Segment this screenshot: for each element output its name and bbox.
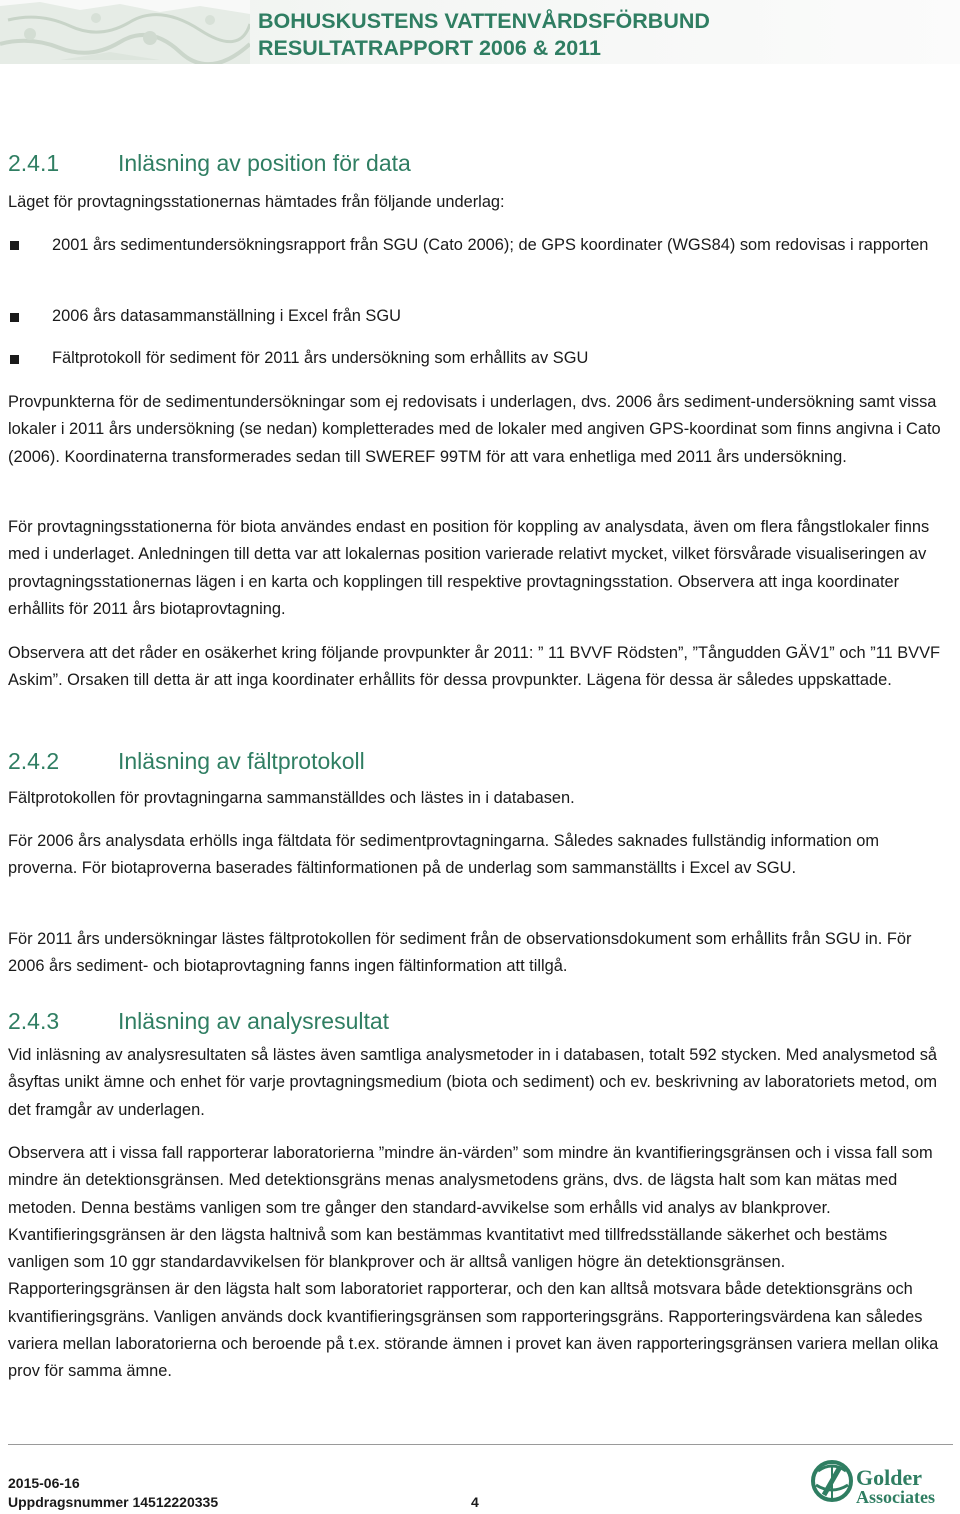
section-title: Inläsning av position för data	[118, 150, 411, 176]
list-item: 2006 års datasammanställning i Excel från SGU	[52, 307, 401, 325]
header-title	[258, 8, 958, 62]
paragraph: För 2006 års analysdata erhölls inga fältdata för sedimentprovtagningarna. Således saknades fullständig information om proverna. För biotaproverna baserades fältinformationen på de underlag som sammanställts i Excel av SGU.	[8, 832, 880, 878]
logo-word-associates: Associates	[856, 1487, 935, 1507]
section-title: Inläsning av fältprotokoll	[118, 748, 365, 774]
logo-word-golder: Golder	[856, 1465, 922, 1490]
report-name: RESULTATRAPPORT 2006 & 2011	[258, 36, 601, 60]
footer-date: 2015-06-16	[8, 1475, 80, 1491]
golder-logo	[810, 1455, 950, 1511]
paragraph: För provtagningsstationerna för biota användes endast en position för koppling av analysdata, även om flera fångstlokaler finns med i underlaget. Anledningen till detta var att lokalernas position varierade relativt mycket, vilket försvårade visualiseringen av provtagningsstationernas lägen i en karta och kopplingen till respektive provtagningsstation. Observera att inga koordinater erhållits för 2011 års biotaprovtagning.	[8, 518, 930, 618]
bullet-square-icon	[10, 241, 19, 250]
list-item: 2001 års sedimentundersökningsrapport från SGU (Cato 2006); de GPS koordinater (WGS84) som redovisas i rapporten	[52, 236, 929, 254]
bullet-square-icon	[10, 313, 19, 322]
paragraph: Observera att i vissa fall rapporterar laboratorierna ”mindre än-värden” som mindre än kvantifieringsgränsen och i vissa fall som mindre än detektionsgränsen. Med detektionsgräns menas analysmetodens gräns, dvs. de lägsta halt som kan mätas med metoden. Denna bestäms vanligen som tre gånger den standard-avvikelse som erhålls vid analys av blankprover. Kvantifieringsgränsen är den lägsta haltnivå som kan bestämmas kvantitativt med tillfredsställande säkerhet och bestäms vanligen som 10 ggr standardavvikelsen för blankprover och är alltså vanligen högre än detektionsgränsen. Rapporteringsgränsen är den lägsta halt som laboratoriet rapporterar, och den kan alltså motsvara både detektionsgräns och kvantifieringsgräns. Vanligen används dock kvantifieringsgränsen som rapporteringsgräns. Rapporteringsvärdena kan således variera mellan laboratorierna och beroende på t.ex. störande ämnen i provet kan även rapporteringsgränsen variera mellan olika prov för samma ämne.	[8, 1144, 939, 1381]
footer-divider	[8, 1444, 953, 1445]
header-banner	[0, 0, 960, 64]
intro-paragraph: Läget för provtagningsstationernas hämtades från följande underlag:	[8, 193, 505, 211]
section-number: 2.4.3	[8, 1008, 60, 1034]
section-heading-2-4-3	[8, 1007, 389, 1035]
section-heading-2-4-1	[8, 149, 411, 177]
bullet-square-icon	[10, 355, 19, 364]
golder-globe-logo-icon	[810, 1455, 854, 1509]
footer-order-number: Uppdragsnummer 14512220335	[8, 1494, 219, 1510]
list-item: Fältprotokoll för sediment för 2011 års undersökning som erhållits av SGU	[52, 349, 589, 367]
section-number: 2.4.2	[8, 748, 60, 774]
coastline-map-icon	[0, 0, 250, 64]
paragraph: Fältprotokollen för provtagningarna sammanställdes och lästes in i databasen.	[8, 789, 575, 807]
section-title: Inläsning av analysresultat	[118, 1008, 390, 1034]
paragraph: Vid inläsning av analysresultaten så lästes även samtliga analysmetoder in i databasen, totalt 592 stycken. Med analysmetod så åsyftas unikt ämne och enhet för varje provtagningsmedium (biota och sediment) och ev. beskrivning av laboratoriets metod, om det framgår av underlagen.	[8, 1046, 938, 1119]
paragraph: Observera att det råder en osäkerhet kring följande provpunkter år 2011: ” 11 BVVF Rödsten”, ”Tångudden GÄV1” och ”11 BVVF Askim”. Orsaken till detta är att inga koordinater erhållits för dessa provpunkter. Lägena för dessa är således uppskattade.	[8, 644, 941, 690]
paragraph: Provpunkterna för de sedimentundersökningar som ej redovisats i underlagen, dvs. 2006 års sediment-undersökning samt vissa lokaler i 2011 års undersökning (se nedan) kompletterades med de lokaler med angiven GPS-koordinat som finns angivna i Cato (2006). Koordinaterna transformerades sedan till SWEREF 99TM för att vara enhetliga med 2011 års undersökning.	[8, 393, 941, 466]
page-number: 4	[471, 1494, 479, 1510]
section-number: 2.4.1	[8, 150, 60, 176]
paragraph: För 2011 års undersökningar lästes fältprotokollen för sediment från de observationsdokument som erhållits från SGU in. För 2006 års sediment- och biotaprovtagning fanns ingen fältinformation att tillgå.	[8, 930, 912, 976]
org-name: BOHUSKUSTENS VATTENVÅRDSFÖRBUND	[258, 9, 710, 33]
section-heading-2-4-2	[8, 747, 365, 775]
